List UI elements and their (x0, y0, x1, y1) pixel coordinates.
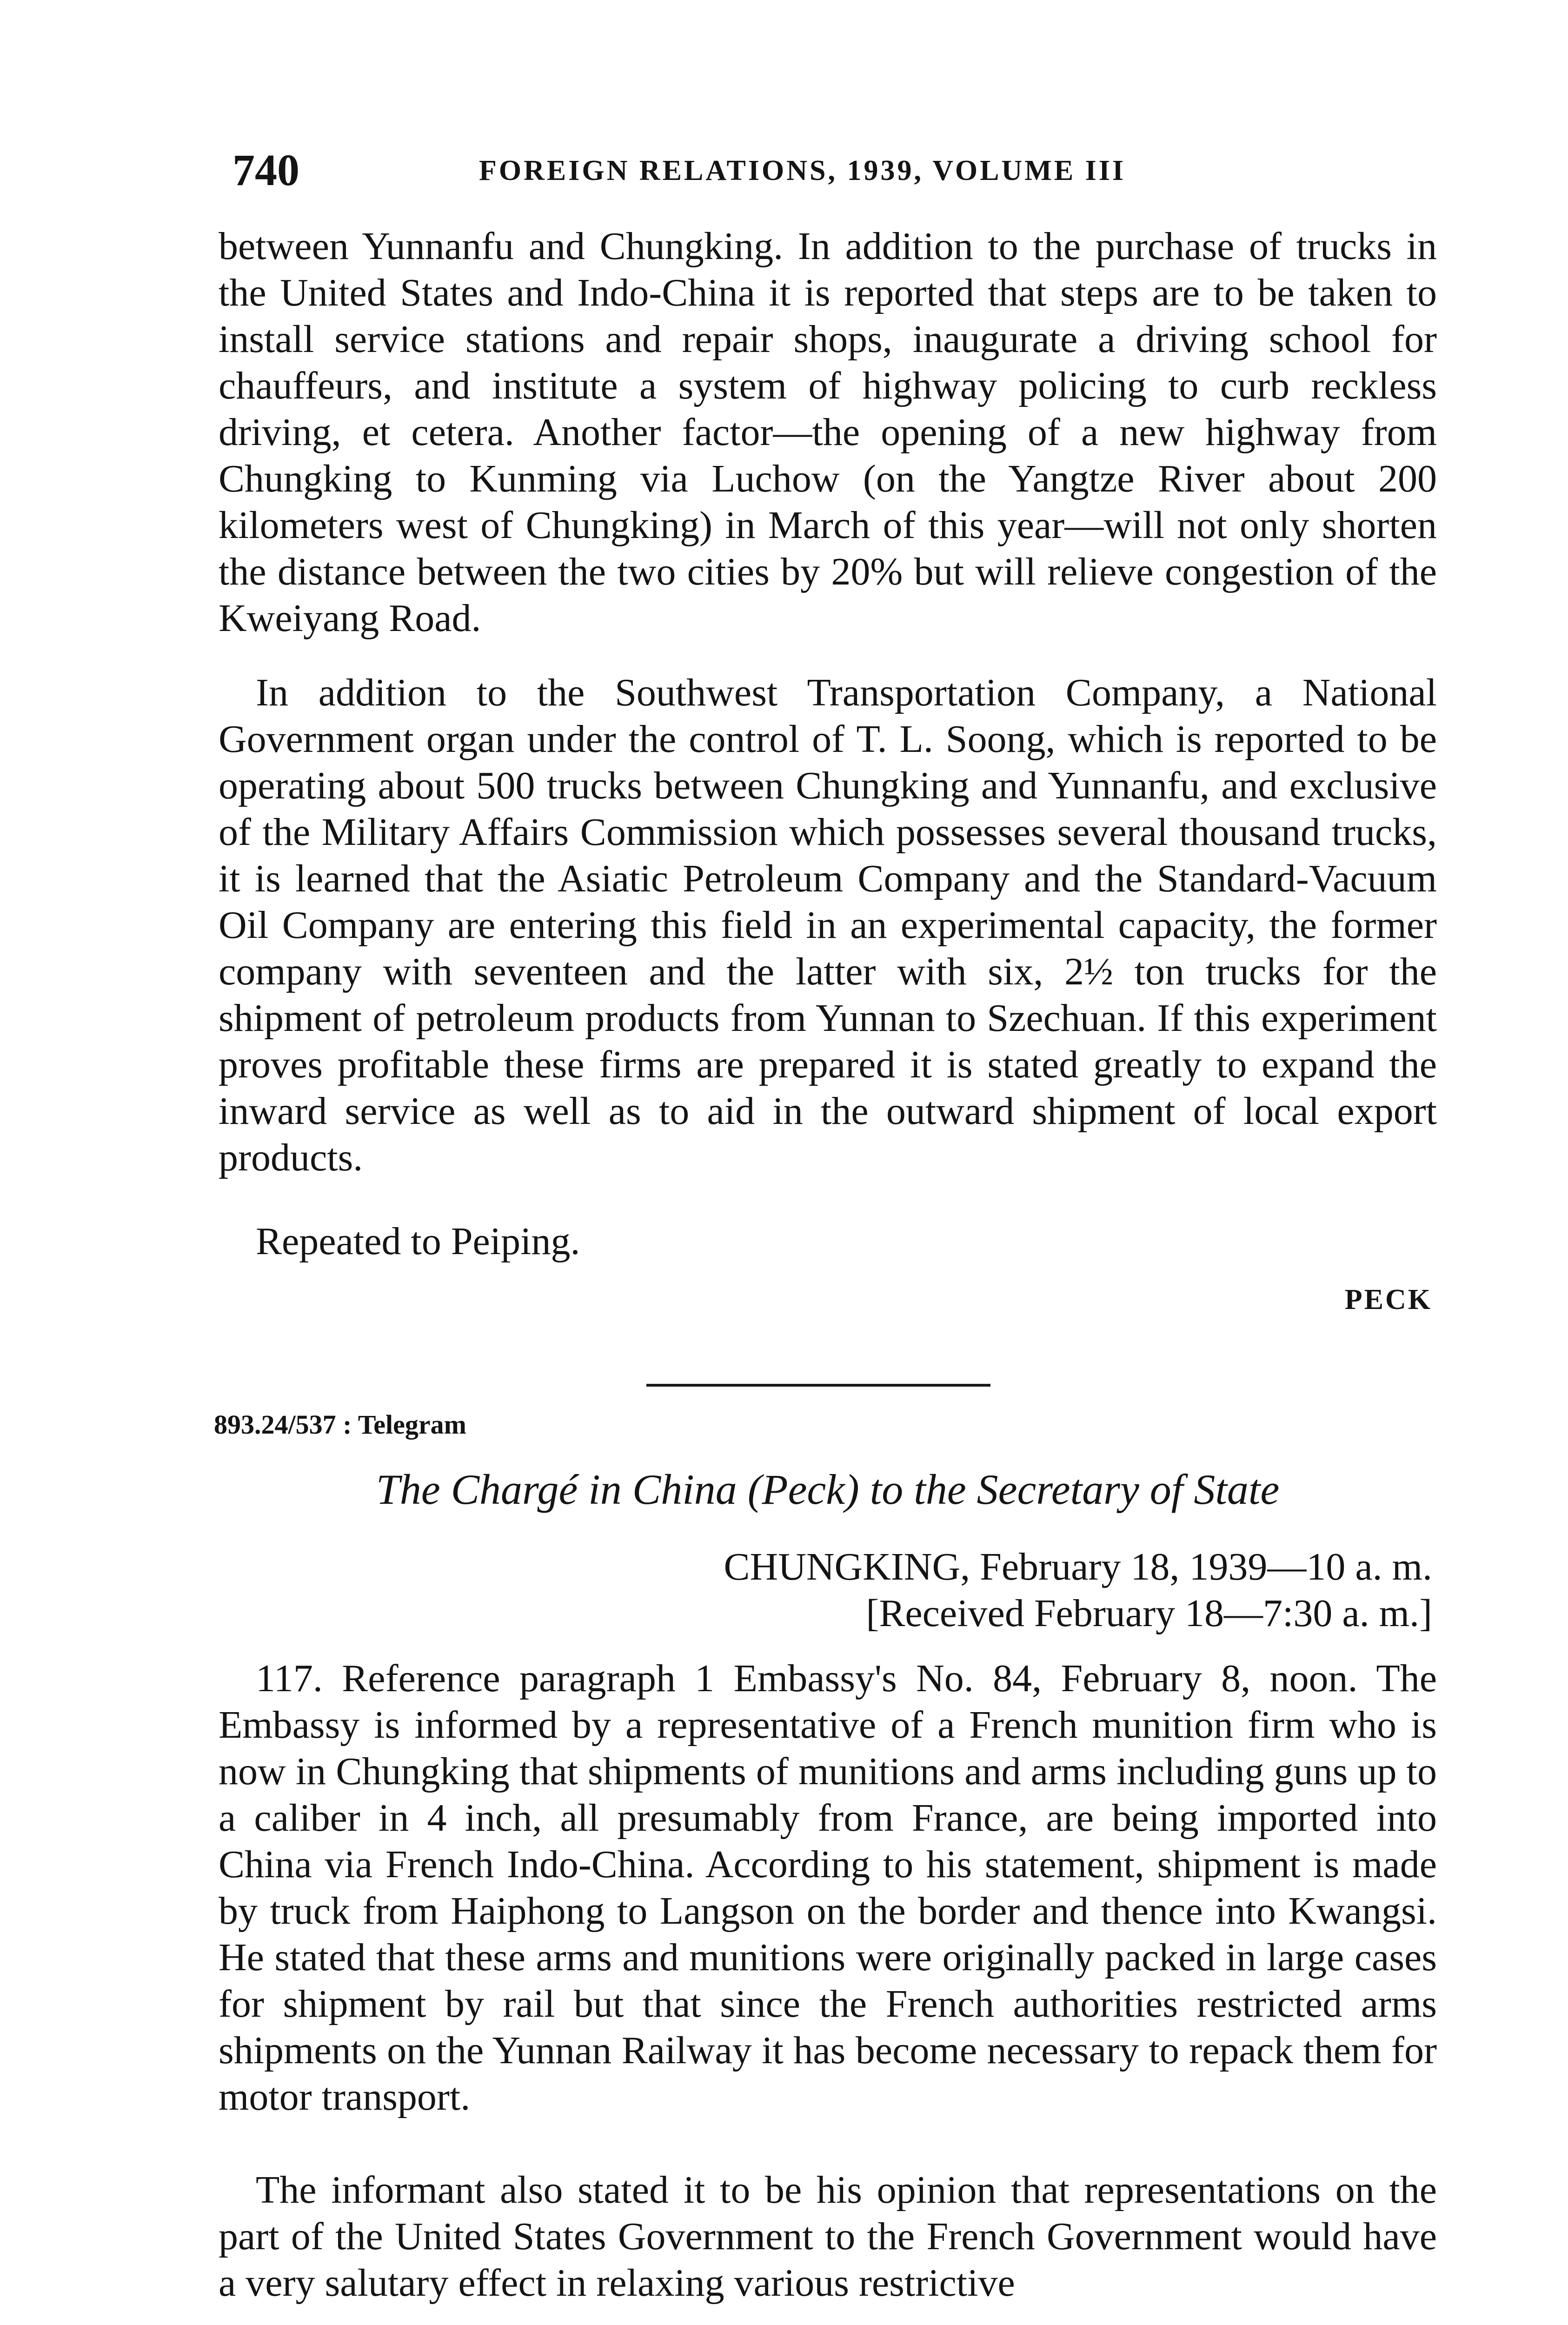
signature: PECK (1344, 1284, 1432, 1315)
page-header (233, 144, 1246, 205)
paragraph-continuation: between Yunnanfu and Chungking. In addition to the purchase of trucks in the United States and Indo-China it is reported that steps are to be taken to install service stations and repair shops, inaugurate a driving school for chauffeurs, and institute a system of highway policing to curb reckless driving, et cetera. Another factor—the opening of a new highway from Chungking to Kunming via Luchow (on the Yangtze River about 200 kilometers west of Chungking) in March of this year—will not only shorten the distance between the two cities by 20% but will relieve congestion of the Kweiyang Road. (219, 225, 1437, 640)
received-line: [Received February 18—7:30 a. m.] (866, 1592, 1432, 1635)
paragraph-transport-companies: In addition to the Southwest Transportation Company, a National Government organ under the control of T. L. Soong, which is reported to be operating about 500 trucks between Chungking and Yunnanfu, and exclusive of the Military Affairs Commission which possesses several thousand trucks, it is learned that the Asiatic Petroleum Company and the Standard-Vacuum Oil Company are entering this field in an experimental capacity, the former company with seventeen and the latter with six, 2½ ton trucks for the shipment of petroleum products from Yunnan to Szechuan. If this experiment proves profitable these firms are prepared it is stated greatly to expand the inward service as well as to aid in the outward shipment of local export products. (219, 671, 1437, 1179)
page-number: 740 (233, 145, 299, 195)
paragraph-informant: The informant also stated it to be his opinion that representations on the part of the United States Government to the French Government would have a very salutary effect in relaxing various restrictive (219, 2168, 1437, 2305)
paragraph-telegram-117: 117. Reference paragraph 1 Embassy's No. 84, February 8, noon. The Embassy is informed by a representative of a French munition firm who is now in Chungking that shipments of munitions and arms including guns up to a caliber in 4 inch, all presumably from France, are being imported into China via French Indo-China. According to his statement, shipment is made by truck from Haiphong to Langson on the border and thence into Kwangsi. He stated that these arms and munitions were originally packed in large cases for shipment by rail but that since the French authorities restricted arms shipments on the Yunnan Railway it has become necessary to repack them for motor transport. (219, 1657, 1437, 2119)
file-reference: 893.24/537 : Telegram (214, 1409, 466, 1440)
running-head: FOREIGN RELATIONS, 1939, VOLUME III (479, 155, 1126, 186)
dateline: CHUNGKING, February 18, 1939—10 a. m. (724, 1545, 1432, 1588)
section-divider (646, 1384, 990, 1387)
document-title: The Chargé in China (Peck) to the Secretary of State (376, 1466, 1280, 1513)
paragraph-repeated: Repeated to Peiping. (256, 1220, 580, 1263)
